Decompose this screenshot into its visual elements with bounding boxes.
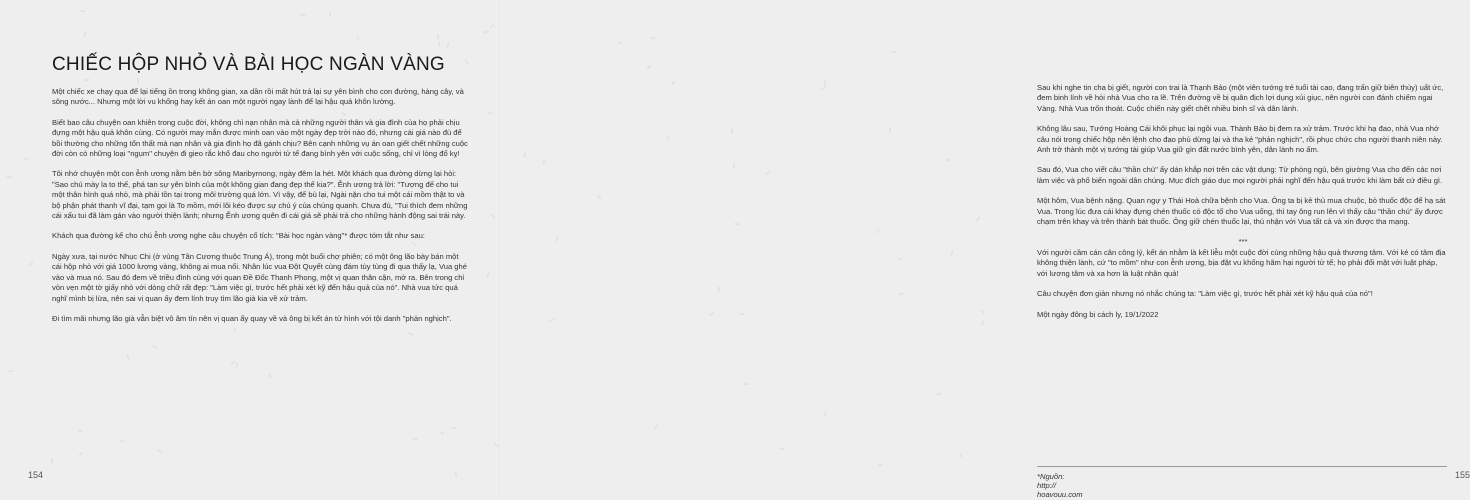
paragraph: Câu chuyện đơn giản nhưng nó nhắc chúng ta: "Làm việc gì, trước hết phải xét kỹ hậu quả của nó"! bbox=[1037, 289, 1373, 299]
right-text-column bbox=[1037, 83, 1449, 330]
section-separator: *** bbox=[1238, 237, 1248, 247]
signature-line: Một ngày đông bị cách ly, 19/1/2022 bbox=[1037, 309, 1159, 319]
right-page bbox=[500, 0, 1470, 500]
page-title: CHIẾC HỘP NHỎ VÀ BÀI HỌC NGÀN VÀNG bbox=[52, 54, 445, 75]
paragraph: Ngày xưa, tại nước Nhục Chi (ở vùng Tân Cương thuộc Trung Á), trong một buổi chợ phiên; có một ông lão bày bán một cái hộp nhỏ với giá 1000 lượng vàng, không ai mua nổi. Nhân lúc vua Đột Quyết cùng đám tùy tùng đi qua thấy lạ, Vua ghé vào và mua nó. Sau đó đem về triều đình cùng với quan Đề Đốc Thanh Phong, một vị quan thân cận, mở ra. Bên trong chỉ vỏn vẹn một tờ giấy nhỏ với dòng chữ rất đẹp: "Làm việc gì, trước hết phải xét kỹ đến hậu quả của nó". Nhà vua tức quá nghĩ mình bị lừa, nên sai vị quan ấy đem lính truy tìm lão già kia về xử trảm. bbox=[52, 251, 467, 303]
page-number-right: 155 bbox=[1455, 470, 1470, 480]
left-text-column bbox=[52, 87, 470, 334]
paragraph: Một hôm, Vua bệnh nặng. Quan ngự y Thái Hoà chữa bệnh cho Vua. Ông ta bị kẻ thù mua chuộc, bỏ thuốc độc để hạ sát Vua. Trong lúc đưa cái khay đựng chén thuốc có độc tố cho Vua uống, thì tay ông run lên vì thấy câu "thần chú" ấy được chạm trên khay và trên thành bát thuốc. Ông giữ chén thuốc lại, thú nhận với Vua tất cả và xin được tha mạng. bbox=[1037, 196, 1446, 227]
paragraph: Tôi nhớ chuyện một con ễnh ương nằm bên bờ sông Maribyrnong, ngày đêm la hét. Một khách qua đường dừng lại hỏi: "Sao chú mày la to thế, phá tan sự yên bình của một không gian đang đẹp thế kia?". Ễnh ương trả lời: "Tượng đế cho tui một thân hình quá nhỏ, mà phải tồn tại trong môi trường quá lớn. Vì vậy, để bù lại, Ngài nặn cho tui một cái mồm thật to và bộ phận phát thanh vĩ đại, tạm gọi là To mồm, mới lôi kéo được sự chú ý của chúng quanh. Chưa đủ, "Tui thích đem những cái xấu tui đã làm gán vào người thiện lành; nhưng Ễnh ương quên đi cái giá sẽ phải trả cho những hành động sai trái này. bbox=[52, 169, 468, 221]
page-number-left: 154 bbox=[28, 470, 44, 480]
paragraph: Khách qua đường kể cho chú ễnh ương nghe câu chuyện cổ tích: "Bài học ngàn vàng"* được tóm tắt như sau: bbox=[52, 231, 425, 241]
paragraph: Sau khi nghe tin cha bị giết, người con trai là Thạnh Bảo (một viên tướng trẻ tuổi tài cao, đang trấn giữ biên thùy) uất ức, đem binh lính về hỏi nhà Vua cho ra lẽ. Trên đường về bị quân địch lợi dụng xúi giục, nên người con đánh chiếm ngai Vàng. Nhà Vua trốn thoát. Cuộc chiến này giết chết nhiều binh sĩ và dân lành. bbox=[1037, 83, 1444, 113]
paragraph: Đi tìm mãi nhưng lão già vẫn biệt vô âm tín nên vị quan ấy quay về và ông bị kết án tử hình với tội danh "phản nghịch". bbox=[52, 313, 452, 323]
paragraph: Không lâu sau, Tướng Hoàng Cái khôi phục lại ngôi vua. Thành Bảo bị đem ra xử trảm. Trước khi hạ đao, nhà Vua nhớ câu nói trong chiếc hộp nên lệnh cho đao phủ dừng lại và tha kẻ "phản nghịch", rồi phục chức cho người thanh niên này. Anh trở thành một vị tướng tài giúp Vua giữ gìn đất nước bình yên, dân lành no ấm. bbox=[1037, 124, 1443, 155]
footnote-source: *Nguồn: http:// hoavouu.com bbox=[1037, 472, 1083, 499]
paragraph: Biết bao câu chuyện oan khiên trong cuộc đời, không chỉ nạn nhân mà cả những người thân và gia đình của họ phải chịu đựng một hậu quả khôn cùng. Có người may mắn được minh oan vào một ngày đẹp trời nào đó, nhưng cái giá nào đủ để bồi thường cho những tổn thất mà nạn nhân và gia đình họ đã gánh chịu? Bên cạnh những vụ án oan giết chết những cuộc đời còn có những loại "ngụm" chuyện đi gieo rắc khổ đau cho người tử tế đang bình yên với cuộc sống, chỉ vì lòng đố kỵ! bbox=[52, 117, 468, 159]
footnote-rule bbox=[1037, 466, 1447, 467]
paragraph: Sau đó, Vua cho viết câu "thần chú" ấy dán khắp nơi trên các vật dụng: Từ phòng ngủ, bên giường Vua cho đến các nơi làm việc và phổ biến ngoài dân chúng. Mục đích giáo dục mọi người phải nghĩ đến hậu quả trước khi làm bất cứ điều gì. bbox=[1037, 165, 1443, 185]
paragraph: Một chiếc xe chạy qua để lại tiếng ồn trong không gian, xa dần rồi mất hút trả lại sự yên bình cho con đường, hàng cây, và sông nước... Nhưng một lời vu khống hay kết án oan một người ngay lành để lại hậu quả khôn lường. bbox=[52, 87, 464, 107]
left-page bbox=[0, 0, 500, 500]
paragraph: Với người cầm cán cân công lý, kết án nhằm là kết liễu một cuộc đời cùng những hậu quả thương tâm. Với kẻ có tâm địa không thiện lành, cứ "to mồm" như con ễnh ương, bịa đặt vu khống hãm hại người tử tế; họ phải đối mặt với luật pháp, với lương tâm và xa hơn là luật nhân quả! bbox=[1037, 247, 1446, 278]
